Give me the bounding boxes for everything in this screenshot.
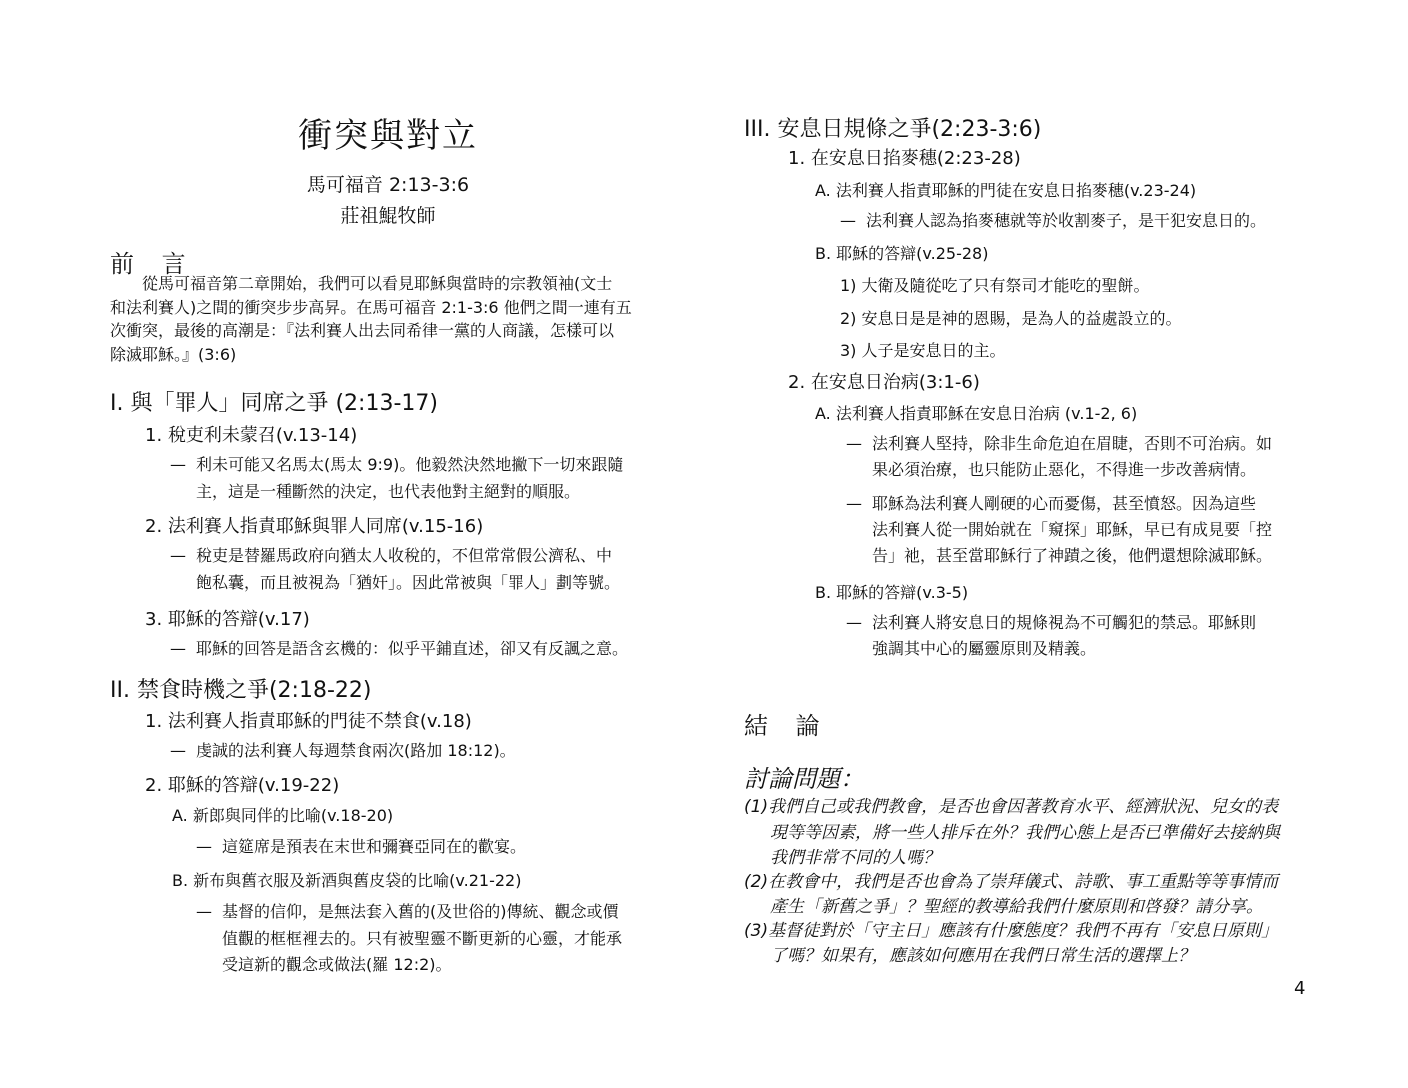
- section2-subB-line: [196, 899, 619, 924]
- line-text: 這筵席是預表在末世和彌賽亞同在的歡宴。: [222, 837, 527, 856]
- section-heading-2: II. 禁食時機之爭(2:18-22): [110, 678, 372, 703]
- section1-item2-line: 飽私囊，而且被視為「猶奸」。因此常被與「罪人」劃等號。: [196, 573, 621, 592]
- section3-point: 2) 安息日是是神的恩賜，是為人的益處設立的。: [840, 309, 1182, 328]
- line-text: 稅吏是替羅馬政府向猶太人收稅的，不但常常假公濟私、中: [196, 546, 613, 565]
- dash-mark: —: [840, 211, 856, 230]
- discussion-question-line: 我們非常不同的人嗎？: [770, 848, 940, 868]
- foreword-paragraph: [110, 272, 676, 366]
- section3-item2-subA-line: [846, 491, 1256, 516]
- section3-item2-subA-line: 果必須治療，也只能防止惡化，不得進一步改善病情。: [872, 460, 1257, 479]
- section1-item2-heading: 2. 法利賽人指責耶穌與罪人同席(v.15-16): [145, 516, 484, 537]
- section1-item3-line: [170, 636, 628, 661]
- section2-item1-heading: 1. 法利賽人指責耶穌的門徒不禁食(v.18): [145, 711, 472, 732]
- line-text: 法利賽人認為掐麥穗就等於收割麥子，是干犯安息日的。: [866, 211, 1267, 230]
- foreword-heading: 前 言: [110, 250, 196, 278]
- dash-mark: —: [170, 741, 186, 760]
- discussion-question-line: 了嗎？如果有，應該如何應用在我們日常生活的選擇上？: [770, 946, 1195, 966]
- foreword-line: 次衝突，最後的高潮是：『法利賽人出去同希律一黨的人商議，怎樣可以: [110, 321, 615, 340]
- section3-item2-heading: 2. 在安息日治病(3:1-6): [788, 372, 980, 393]
- section3-item2-subB-line: 強調其中心的屬靈原則及精義。: [872, 639, 1097, 658]
- section3-item2-subA-heading: A. 法利賽人指責耶穌在安息日治病 (v.1-2, 6): [815, 404, 1138, 423]
- discussion-heading: 討論問題：: [744, 765, 864, 793]
- section3-item2-subB-line: [846, 610, 1256, 635]
- section2-subA-line: [196, 834, 526, 859]
- discussion-question-line: (3)基督徒對於「守主日」應該有什麼態度？我們不再有「安息日原則」: [744, 921, 1279, 941]
- discussion-question-line: (1)我們自己或我們教會，是否也會因著教育水平、經濟狀況、兒女的表: [744, 797, 1279, 817]
- section3-item2-subB-heading: B. 耶穌的答辯(v.3-5): [815, 583, 969, 602]
- section3-item1-subA-heading: A. 法利賽人指責耶穌的門徒在安息日掐麥穗(v.23-24): [815, 181, 1197, 200]
- conclusion-heading: 結 論: [744, 712, 830, 740]
- section2-subB-line: 受這新的觀念或做法(羅 12:2)。: [222, 955, 452, 974]
- line-text: 虔誠的法利賽人每週禁食兩次(路加 18:12)。: [196, 741, 516, 760]
- section2-item2-heading: 2. 耶穌的答辯(v.19-22): [145, 775, 340, 796]
- section3-item1-heading: 1. 在安息日掐麥穗(2:23-28): [788, 148, 1021, 169]
- dash-mark: —: [846, 434, 862, 453]
- section1-item1-heading: 1. 稅吏利未蒙召(v.13-14): [145, 425, 358, 446]
- section3-item1-subB-heading: B. 耶穌的答辯(v.25-28): [815, 244, 989, 263]
- page-title: 衝突與對立: [298, 116, 478, 156]
- foreword-line: 從馬可福音第二章開始，我們可以看見耶穌與當時的宗教領袖(文士: [110, 274, 613, 293]
- section2-subA-heading: A. 新郎與同伴的比喻(v.18-20): [172, 806, 394, 825]
- discussion-question-line: 現等等因素，將一些人排斥在外？我們心態上是否已準備好去接納與: [770, 823, 1280, 843]
- section2-subB-heading: B. 新布與舊衣服及新酒與舊皮袋的比喻(v.21-22): [172, 871, 522, 890]
- section-heading-1: I. 與「罪人」同席之爭 (2:13-17): [110, 391, 438, 416]
- section1-item1-line: [170, 452, 623, 477]
- discussion-question-line: (2)在教會中，我們是否也會為了崇拜儀式、詩歌、事工重點等等事情而: [744, 872, 1279, 892]
- line-text: 耶穌為法利賽人剛硬的心而憂傷，甚至憤怒。因為這些: [872, 494, 1257, 513]
- foreword-line: 和法利賽人)之間的衝突步步高昇。在馬可福音 2:1-3:6 他們之間一連有五: [110, 297, 632, 317]
- section1-item2-line: [170, 543, 612, 568]
- dash-mark: —: [196, 837, 212, 856]
- line-text: 法利賽人堅持，除非生命危迫在眉睫，否則不可治病。如: [872, 434, 1273, 453]
- line-text: 基督的信仰，是無法套入舊的(及世俗的)傳統、觀念或價: [222, 902, 619, 921]
- dash-mark: —: [170, 639, 186, 658]
- section1-item3-heading: 3. 耶穌的答辯(v.17): [145, 609, 310, 630]
- dash-mark: —: [196, 902, 212, 921]
- section2-subB-line: 值觀的框框裡去的。只有被聖靈不斷更新的心靈，才能承: [222, 929, 623, 948]
- section3-item2-subA-line: [846, 431, 1272, 456]
- line-text: 耶穌的回答是語含玄機的：似乎平鋪直述，卻又有反諷之意。: [196, 639, 629, 658]
- foreword-line: 除滅耶穌。』(3:6): [110, 344, 237, 364]
- section3-item2-subA-line: 法利賽人從一開始就在「窺探」耶穌，早已有成見要「控: [872, 520, 1273, 539]
- section3-item2-subA-line: 告」祂，甚至當耶穌行了神蹟之後，他們還想除滅耶穌。: [872, 546, 1273, 565]
- section3-item1-subA-line: [840, 208, 1266, 233]
- line-text: 法利賽人將安息日的規條視為不可觸犯的禁忌。耶穌則: [872, 613, 1257, 632]
- section3-point: 3) 人子是安息日的主。: [840, 341, 1006, 360]
- discussion-question-line: 產生「新舊之爭」？聖經的教導給我們什麼原則和啓發？請分享。: [770, 897, 1263, 917]
- dash-mark: —: [846, 494, 862, 513]
- section1-item1-line: 主，這是一種斷然的決定，也代表他對主絕對的順服。: [196, 482, 581, 501]
- section3-point: 1) 大衛及隨從吃了只有祭司才能吃的聖餅。: [840, 276, 1150, 295]
- scripture-reference: 馬可福音 2:13-3:6: [306, 174, 470, 196]
- dash-mark: —: [170, 455, 186, 474]
- section-heading-3: III. 安息日規條之爭(2:23-3:6): [744, 117, 1042, 142]
- line-text: 利未可能又名馬太(馬太 9:9)。他毅然決然地撇下一切來跟隨: [196, 455, 624, 474]
- dash-mark: —: [846, 613, 862, 632]
- author-name: 莊祖鯤牧師: [340, 205, 436, 227]
- dash-mark: —: [170, 546, 186, 565]
- section2-item1-line: [170, 738, 516, 763]
- page-number: 4: [1294, 978, 1306, 999]
